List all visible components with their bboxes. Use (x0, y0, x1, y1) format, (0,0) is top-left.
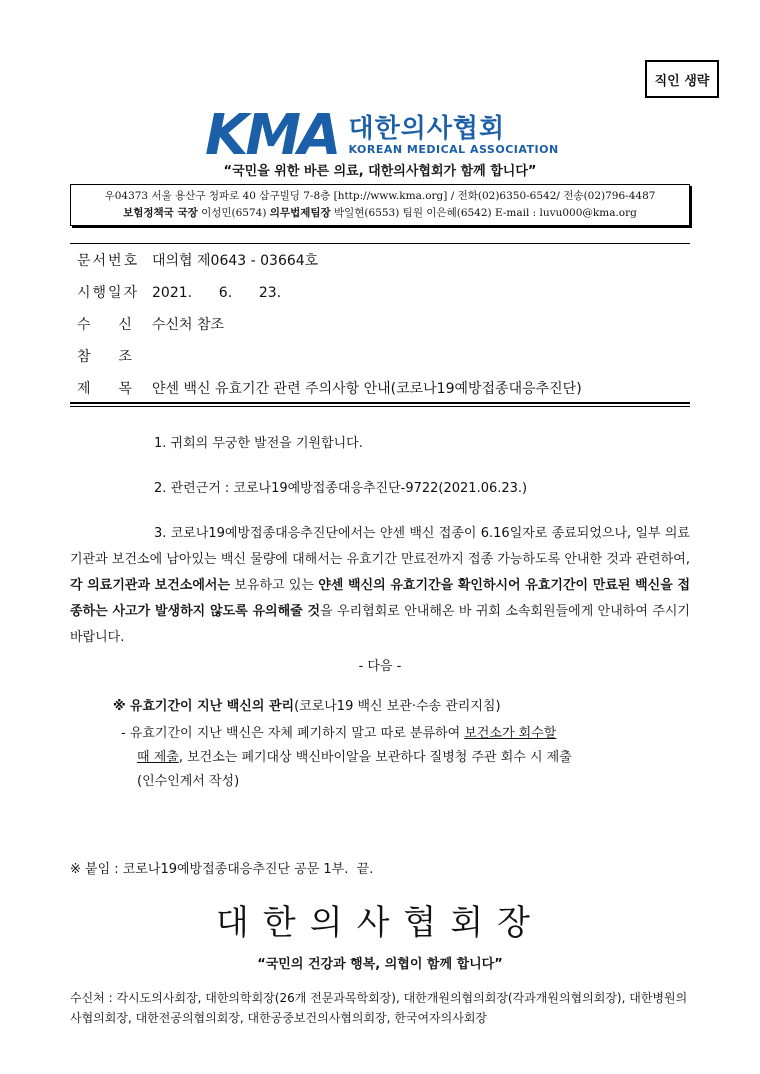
attachment-note: ※ 붙임 : 코로나19예방접종대응추진단 공문 1부. 끝. (70, 862, 374, 877)
kma-logo-mark: KMA (205, 103, 339, 168)
next-heading: - 다음 - (358, 659, 402, 674)
body-item-1: 1. 귀회의 무궁한 발전을 기원합니다. (154, 436, 363, 451)
kma-logo (205, 103, 559, 168)
issue-date-row: 시행일자 2021. 6. 23. (77, 285, 282, 301)
body-item-3: 3. 코로나19예방접종대응추진단에서는 얀센 백신 접종이 6.16일자로 종료되었으나, 일부 의료기관과 보건소에 남아있는 백신 물량에 대해서는 유효기간 만료전까지 접종 가능하도록 안내한 것과 관련하여, 각 의료기관과 보건소에서는 보유하고 있는 얀센 백신의 유효기간을 확인하시어 유효기간이 만료된 백신을 접종하는 사고가 발생하지 않도록 유의해줄 것을 우리협회로 안내해온 바 귀회 소속회원들에게 안내하여 주시기 바랍니다. (70, 526, 691, 645)
footer-slogan: “국민의 건강과 행복, 의협이 함께 합니다” (257, 957, 503, 972)
note-line-1: - 유효기간이 지난 백신은 자체 폐기하지 말고 따로 분류하여 보건소가 회수할 (121, 726, 557, 741)
signature-title: 대한의사협회장 (216, 903, 544, 943)
doc-number-row: 문서번호 대의협 제0643 - 03664호 (77, 253, 319, 269)
divider-thick (70, 402, 690, 404)
note-heading: ※ 유효기간이 지난 백신의 관리(코로나19 백신 보관·수송 관리지침) (113, 699, 501, 714)
reference-row: 참 조 (77, 349, 134, 365)
logo-korean-name: 대한의사협회 (348, 113, 506, 144)
body-item-2: 2. 관련근거 : 코로나19예방접종대응추진단-9722(2021.06.23.) (154, 481, 528, 496)
contact-box (70, 184, 690, 226)
note-line-2: 때 제출, 보건소는 폐기대상 백신바이알을 보관하다 질병청 주관 회수 시 제출 (137, 750, 572, 765)
logo-english-name: KOREAN MEDICAL ASSOCIATION (348, 143, 559, 157)
recipient-row: 수 신 수신처 참조 (77, 317, 225, 333)
contact-staff: 보험정책국 국장 이성민(6574) 의무법제팀장 박일현(6553) 팀원 이은혜(6542) E-mail : luvu000@kma.org (123, 207, 637, 219)
note-line-3: (인수인계서 작성) (137, 774, 240, 789)
header-slogan: “국민을 위한 바른 의료, 대한의사협회가 함께 합니다” (223, 164, 537, 179)
recipients-list: 수신처 : 각시도의사회장, 대한의학회장(26개 전문과목학회장), 대한개원의협의회장(각과개원의협의회장), 대한병원의사협의회장, 대한전공의협의회장, 대한공중보건의사협의회장, 한국여자의사회장 (70, 991, 688, 1025)
subject-row: 제 목 얀센 백신 유효기간 관련 주의사항 안내(코로나19예방접종대응추진단) (77, 381, 582, 397)
seal-omitted-stamp: 직인 생략 (645, 60, 719, 98)
contact-address: 우04373 서울 용산구 청파로 40 삼구빌딩 7-8층 [http://www.kma.org] / 전화(02)6350-6542/ 전송(02)796-4487 (104, 190, 656, 202)
divider-thin (70, 406, 690, 407)
divider (70, 243, 690, 244)
